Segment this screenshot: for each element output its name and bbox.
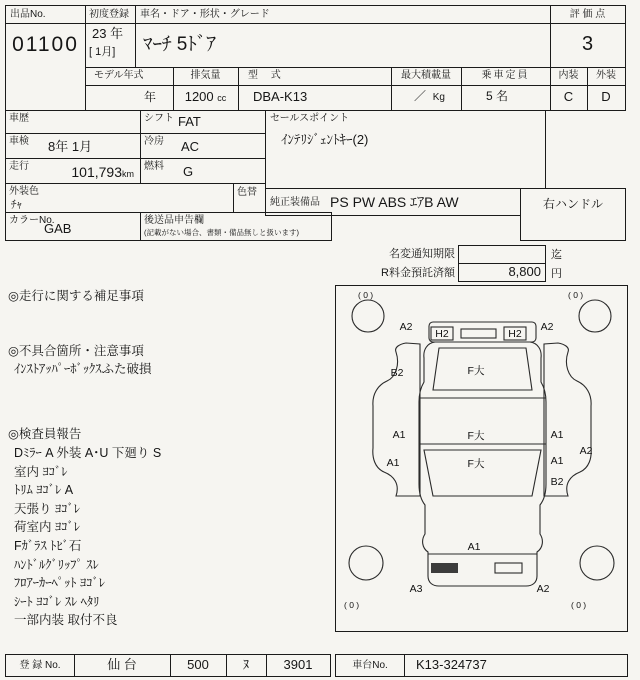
history-cell: [5, 110, 141, 134]
damage-diagram: [335, 285, 628, 632]
tire-tread-mark: ( 0 ): [358, 290, 374, 300]
tire-tread-mark: ( 0 ): [571, 600, 587, 610]
inspector-header: ◎検査員報告: [8, 427, 82, 441]
score-value: 3: [581, 33, 594, 55]
equipment-label: 純正装備品: [270, 197, 320, 208]
lot-no-value: 01100: [12, 33, 79, 56]
damage-mark-windshield: F大: [467, 458, 485, 470]
damage-mark-hood: A1: [467, 541, 481, 553]
damage-mark-right-side: A2: [579, 445, 593, 457]
aircon-cell: [140, 133, 266, 159]
color-no-cell: [5, 212, 141, 241]
inspector-line: Fｶﾞﾗｽ ﾄﾋﾞ石: [14, 538, 82, 553]
damage-mark-left-door-upper: A1: [392, 429, 406, 441]
exterior-color-label: 外装色: [9, 186, 39, 197]
displacement-value: [173, 90, 238, 105]
capacity-value: 5 名: [486, 89, 509, 103]
recycle-fee-box: [458, 263, 546, 282]
sales-point-label: セールスポイント: [270, 113, 350, 124]
recycle-fee-unit: 円: [551, 268, 562, 280]
tire-tread-mark: ( 0 ): [568, 290, 584, 300]
name-change-deadline-box: [458, 245, 546, 264]
later-items-note: (記載がない場合、書類・備品無しと扱います): [144, 228, 299, 237]
damage-mark-rear-glass: F大: [467, 365, 485, 377]
fuel-cell: [140, 158, 266, 184]
defect-line: ｲﾝｽﾄｱｯﾊﾟｰﾎﾞｯｸｽふた破損: [14, 362, 152, 376]
mileage-unit: km: [122, 169, 134, 179]
later-items-label: 後送品申告欄: [144, 215, 204, 226]
mileage-value: [71, 164, 134, 180]
aircon-value: AC: [181, 139, 200, 154]
steering-value: 右ハンドル: [542, 197, 603, 211]
chassis-no-table: [335, 654, 628, 677]
damage-mark-rear-left-quarter: A2: [399, 321, 413, 333]
registration-number: 3901: [283, 657, 313, 672]
name-change-deadline-suffix: 迄: [551, 249, 562, 261]
color-change-cell: [233, 183, 266, 213]
interior-grade-value: C: [563, 89, 574, 104]
divider: [135, 6, 136, 67]
color-change-label: 色替: [237, 187, 257, 198]
divider: [238, 67, 239, 110]
defect-header: ◎不具合箇所・注意事項: [8, 344, 144, 358]
tire-rear-left: [352, 300, 384, 332]
sales-point-value: ｲﾝﾃﾘｼﾞｪﾝﾄｷｰ(2): [281, 132, 369, 147]
later-items-cell: [140, 212, 332, 241]
mileage-note-header: ◎走行に関する補足事項: [8, 289, 144, 303]
inspection-label: 車検: [9, 136, 29, 147]
chassis-no-label: 車台No.: [352, 660, 388, 671]
damage-mark-front-bumper-right: A2: [536, 583, 550, 595]
max-load-number: ／: [414, 89, 427, 103]
capacity-label: 乗車定員: [481, 70, 530, 81]
header-table: [5, 5, 626, 111]
windshield: [424, 450, 541, 496]
mileage-label: 走行: [9, 161, 29, 172]
equipment-cell: [265, 188, 521, 216]
displacement-label: 排気量: [190, 70, 221, 81]
divider: [404, 655, 405, 676]
shift-cell: [140, 110, 266, 134]
chassis-no-value: K13-324737: [416, 657, 487, 672]
max-load-label: 最大積載量: [401, 70, 451, 81]
right-side-panel: [544, 343, 591, 496]
divider: [85, 6, 86, 110]
damage-mark-rear-right-quarter: A2: [540, 321, 554, 333]
damage-mark-left-door-lower: A1: [386, 457, 400, 469]
exterior-grade-label: 外装: [596, 70, 616, 81]
model-code-value: DBA-K13: [253, 89, 308, 104]
tire-front-right: [580, 546, 614, 580]
tire-front-left: [349, 546, 383, 580]
inspector-report-list: [14, 444, 161, 630]
displacement-unit: cc: [217, 93, 227, 103]
damage-mark-tail-lamp-right: H2: [508, 328, 522, 340]
model-code-label: 型 式: [248, 70, 286, 81]
interior-grade-label: 内装: [558, 70, 579, 81]
inspector-line: 一部内装 取付不良: [14, 613, 118, 628]
registration-no-table: [5, 654, 331, 677]
vehicle-name-value: ﾏｰﾁ 5ﾄﾞｱ: [143, 34, 216, 55]
shift-label: シフト: [144, 113, 174, 124]
displacement-number: 1200: [184, 89, 214, 104]
damage-mark-right-door-upper: A1: [550, 429, 564, 441]
model-year-label: モデル年式: [94, 70, 144, 81]
first-registration-year: 23 年: [92, 26, 124, 41]
exterior-grade-value: D: [601, 89, 611, 104]
license-garnish: [461, 329, 496, 338]
color-no-label: カラーNo.: [9, 215, 55, 226]
inspector-line: ﾌﾛｱｰｶｰﾍﾟｯﾄ ﾖｺﾞﾚ: [14, 576, 105, 591]
sales-point-cell: [265, 110, 546, 189]
fuel-value: G: [183, 164, 194, 179]
recycle-fee-label: R料金預託済額: [381, 267, 455, 279]
divider: [6, 23, 625, 24]
inspector-line: 荷室内 ﾖｺﾞﾚ: [14, 520, 80, 535]
inspector-line: ﾊﾝﾄﾞﾙｸﾞﾘｯﾌﾟ ｽﾚ: [14, 557, 99, 572]
inspection-cell: [5, 133, 141, 159]
mileage-cell: [5, 158, 141, 184]
vehicle-name-header: 車名・ドア・形状・グレード: [140, 9, 270, 20]
color-no-value: GAB: [44, 221, 72, 236]
inspector-line: 室内 ﾖｺﾞﾚ: [14, 464, 68, 479]
damage-mark-tail-lamp-left: H2: [435, 328, 449, 340]
front-grille-left: [431, 563, 458, 573]
damage-mark-roof: F大: [467, 430, 485, 442]
left-side-panel: [373, 343, 420, 496]
inspection-value: 8年 1月: [48, 139, 93, 154]
inspector-line: 天張り ﾖｺﾞﾚ: [14, 501, 80, 516]
exterior-color-value: ﾁｬ: [11, 199, 22, 211]
inspector-line: ﾄﾘﾑ ﾖｺﾞﾚ A: [14, 483, 74, 498]
first-registration-month: [ 1月]: [89, 46, 116, 58]
divider: [85, 67, 625, 68]
name-change-deadline-label: 名変通知期限: [389, 248, 455, 260]
model-year-value: 年: [143, 90, 156, 104]
inspector-line: ｼｰﾄ ﾖｺﾞﾚ ｽﾚ ﾍﾀﾘ: [14, 594, 100, 609]
damage-mark-front-bumper-left: A3: [409, 583, 423, 595]
exterior-color-cell: [5, 183, 234, 213]
registration-area: 仙 台: [107, 657, 137, 672]
score-label: 評 価 点: [569, 9, 606, 20]
registration-class: 500: [187, 657, 209, 672]
car-schematic: [336, 286, 627, 631]
aircon-label: 冷房: [144, 136, 164, 147]
damage-mark-right-fender: B2: [550, 476, 564, 488]
registration-kana: ﾇ: [242, 657, 250, 672]
max-load-unit: Kg: [432, 92, 445, 103]
equipment-value: PS PW ABS ｴｱB AW: [330, 194, 459, 210]
steering-cell: [520, 188, 626, 241]
lot-no-label: 出品No.: [10, 9, 46, 20]
fuel-label: 燃料: [144, 161, 164, 172]
max-load-value: [414, 90, 445, 104]
inspector-line: Dﾐﾗｰ A 外装 A･U 下廻り S: [14, 446, 162, 460]
shift-value: FAT: [178, 114, 201, 129]
damage-mark-left-rear-fender: B2: [390, 367, 404, 379]
tire-rear-right: [579, 300, 611, 332]
first-registration-label: 初度登録: [89, 9, 129, 20]
recycle-fee-value: 8,800: [508, 264, 541, 279]
registration-no-label: 登 録 No.: [19, 660, 61, 671]
tire-tread-mark: ( 0 ): [344, 600, 360, 610]
mileage-number: 101,793: [71, 164, 122, 180]
damage-mark-right-door-lower: A1: [550, 455, 564, 467]
front-grille-right: [495, 563, 522, 573]
history-label: 車歴: [9, 113, 29, 124]
divider: [85, 85, 625, 86]
